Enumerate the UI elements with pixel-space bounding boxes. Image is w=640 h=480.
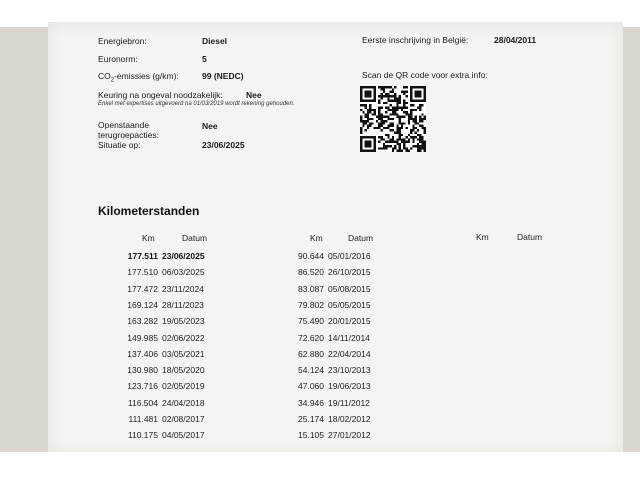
mileage-km-cell: 130.980: [127, 365, 158, 376]
terugroep-label-2: terugroepacties:: [98, 130, 159, 140]
col2-km-header: Km: [310, 233, 323, 243]
mileage-datum-cell: 05/05/2015: [328, 299, 371, 310]
mileage-datum-cell: 20/01/2015: [328, 316, 371, 327]
situatie-label: Situatie op:: [98, 140, 141, 150]
mileage-datum-cell: 14/11/2014: [328, 332, 370, 343]
mileage-datum-cell: 22/04/2014: [328, 348, 371, 359]
mileage-km-cell: 169.124: [127, 299, 158, 310]
mileage-datum-cell: 19/05/2023: [162, 316, 205, 327]
mileage-km-cell: 149.985: [127, 332, 158, 343]
qr-pattern: [360, 86, 426, 152]
keuring-value: Nee: [246, 90, 262, 100]
co2-label: [98, 71, 179, 84]
mileage-km-cell: 15.105: [298, 430, 324, 441]
mileage-km-cell: 123.716: [127, 381, 158, 392]
mileage-datum-cell: 27/01/2012: [328, 430, 371, 441]
mileage-km-cell: 62.880: [298, 348, 324, 359]
situatie-value: 23/06/2025: [202, 140, 245, 150]
mileage-datum-cell: 23/11/2024: [162, 283, 204, 294]
mileage-datum-cell: 04/05/2017: [162, 430, 205, 441]
mileage-km-cell: 110.175: [127, 430, 158, 441]
eerste-inschrijving-label: Eerste inschrijving in België:: [362, 35, 469, 45]
mileage-km-cell: 116.504: [127, 397, 158, 408]
terugroep-label-1: Openstaande: [98, 120, 150, 130]
mileage-datum-cell: 02/06/2022: [162, 332, 205, 343]
mileage-km-cell: 47.060: [298, 381, 324, 392]
energiebron-label: Energiebron:: [98, 36, 147, 46]
qr-instruction: Scan de QR code voor extra info:: [362, 70, 488, 80]
mileage-datum-cell: 28/11/2023: [162, 299, 204, 310]
eerste-inschrijving-value: 28/04/2011: [494, 35, 537, 45]
mileage-datum-cell: 26/10/2015: [328, 267, 371, 278]
qr-code[interactable]: [360, 86, 426, 152]
mileage-km-cell: 83.087: [298, 283, 324, 294]
mileage-km-cell: 177.472: [127, 283, 158, 294]
mileage-km-cell: 163.282: [127, 316, 158, 327]
keuring-label: Keuring na ongeval noodzakelijk:: [98, 90, 223, 100]
co2-value: 99 (NEDC): [202, 71, 244, 81]
mileage-km-cell: 177.511: [127, 251, 158, 261]
energiebron-value: Diesel: [202, 36, 228, 46]
col3-km-header: Km: [476, 232, 489, 242]
mileage-datum-cell: 05/08/2015: [328, 283, 371, 294]
keuring-note: Enkel met expertises uitgevoerd na 01/03/2019 wordt rekening gehouden.: [98, 101, 295, 107]
bottom-border: [0, 452, 640, 480]
mileage-km-cell: 75.490: [298, 316, 324, 327]
mileage-datum-cell: 19/11/2012: [328, 397, 370, 408]
mileage-km-cell: 54.124: [298, 365, 324, 376]
mileage-km-cell: 90.644: [298, 251, 324, 261]
mileage-km-cell: 72.620: [298, 332, 324, 343]
euronorm-label: Euronorm:: [98, 54, 138, 64]
mileage-km-cell: 137.406: [127, 348, 158, 359]
mileage-datum-cell: 02/05/2019: [162, 381, 205, 392]
co2-label-main: CO: [98, 71, 111, 81]
mileage-datum-cell: 06/03/2025: [162, 267, 205, 278]
mileage-km-cell: 86.520: [298, 267, 324, 278]
col1-km-header: Km: [142, 233, 155, 243]
co2-label-rest: -emissies (g/km):: [114, 71, 179, 81]
mileage-km-cell: 177.510: [127, 267, 158, 278]
mileage-datum-cell: 03/05/2021: [162, 348, 205, 359]
mileage-datum-cell: 23/06/2025: [162, 251, 205, 261]
co2-label-sub: 2: [110, 77, 115, 84]
mileage-datum-cell: 05/01/2016: [328, 251, 371, 261]
mileage-datum-cell: 18/02/2012: [328, 414, 371, 424]
euronorm-value: 5: [202, 54, 207, 64]
col1-datum-header: Datum: [182, 233, 208, 243]
mileage-datum-cell: 24/04/2018: [162, 397, 205, 408]
terugroep-value: Nee: [202, 121, 218, 131]
mileage-km-cell: 111.481: [128, 414, 158, 424]
mileage-km-cell: 79.802: [298, 299, 324, 310]
col3-datum-header: Datum: [517, 232, 543, 242]
mileage-datum-cell: 19/06/2013: [328, 381, 371, 392]
col2-datum-header: Datum: [348, 233, 374, 243]
mileage-datum-cell: 18/05/2020: [162, 365, 205, 376]
mileage-datum-cell: 02/08/2017: [162, 414, 205, 424]
mileage-km-cell: 25.174: [298, 414, 324, 424]
mileage-datum-cell: 23/10/2013: [328, 365, 371, 376]
kilometerstanden-title: Kilometerstanden: [98, 204, 200, 218]
mileage-km-cell: 34.946: [298, 397, 324, 408]
